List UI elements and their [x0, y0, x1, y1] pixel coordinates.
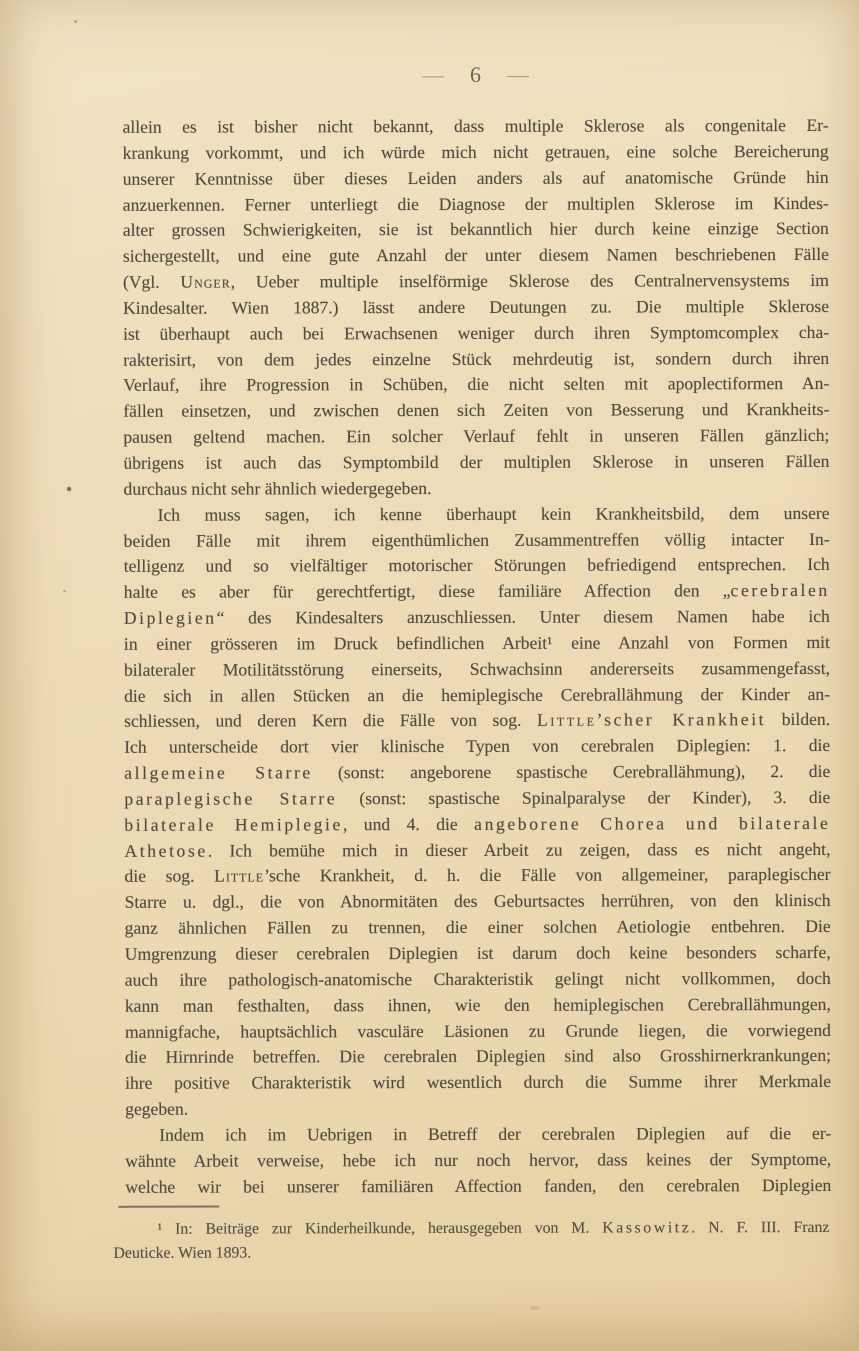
footnote — [113, 1216, 829, 1265]
text-segment: die sog. — [124, 866, 215, 887]
text-line — [125, 914, 831, 942]
text-line — [124, 759, 830, 787]
text-segment: schliessen, und deren Kern die Fälle von sog. — [124, 710, 537, 732]
text-line — [124, 552, 830, 580]
text-segment: Verlauf, ihre Progression in Schüben, die nicht selten mit apoplectiformen An- — [123, 373, 830, 396]
text-line — [123, 165, 829, 193]
text-line — [125, 1121, 831, 1149]
text-segment: wähnte Arbeit verweise, hebe ich nur noch hervor, dass keines der Symptome, — [125, 1148, 832, 1171]
text-segment: “ des Kindesalters anzuschliessen. Unter diesem Namen habe ich — [216, 605, 830, 628]
paper-speck — [74, 20, 77, 23]
text-segment: Ich unterscheide dort vier klinische Typen von cerebralen Diplegien: 1. die — [124, 735, 831, 758]
text-line — [125, 888, 831, 916]
text-segment: paraplegische Starre — [124, 788, 338, 809]
text-line — [123, 320, 829, 348]
text-line — [124, 785, 830, 813]
text-segment: rakterisirt, von dem jedes einzelne Stück mehrdeutig ist, sondern durch ihren — [123, 347, 830, 370]
text-segment: ¹ In: Beiträge zur Kinderheilkunde, herausgegeben von M. — [157, 1219, 603, 1238]
text-segment: Diplegien — [123, 607, 217, 628]
text-line — [124, 526, 830, 554]
text-line — [124, 707, 830, 735]
text-segment: Athetose — [124, 840, 208, 861]
paper-speck — [67, 487, 71, 491]
text-segment: kann man festhalten, dass ihnen, wie den hemiplegischen Cerebrallähmungen, — [124, 993, 831, 1016]
text-line — [124, 862, 830, 890]
text-segment: auch ihre pathologisch-anatomische Charakteristik gelingt nicht vollkommen, doch — [124, 967, 831, 990]
paper-speck — [63, 590, 66, 592]
text-line — [125, 940, 831, 968]
text-line — [123, 139, 829, 167]
text-segment: übrigens ist auch das Symptombild der multiplen Sklerose in unseren Fällen — [123, 450, 830, 473]
text-segment: ist überhaupt auch bei Erwachsenen weniger durch ihren Symptomcomplex cha- — [123, 321, 830, 344]
footnote-line — [113, 1216, 829, 1241]
text-line — [125, 1017, 831, 1045]
text-segment: . Ich bemühe mich in dieser Arbeit zu zeigen, dass es nicht angeht, — [207, 838, 831, 861]
text-segment: Umgrenzung dieser cerebralen Diplegien ist darum doch keine besonders scharfe, — [124, 941, 831, 964]
text-segment: welche wir bei unserer familiären Affection fanden, den cerebralen Diplegien — [125, 1174, 832, 1197]
text-segment: Deuticke. Wien 1893. — [113, 1243, 252, 1262]
text-line — [123, 294, 829, 322]
text-segment: ihre positive Charakteristik wird wesentlich durch die Summe ihrer Merkmale — [125, 1071, 832, 1094]
text-line — [125, 1173, 831, 1201]
text-segment: mannigfache, hauptsächlich vasculäre Läsionen zu Grunde liegen, die vorwiegend — [124, 1019, 831, 1042]
text-line — [123, 371, 829, 399]
text-segment: , Ueber multiple inselförmige Sklerose des Centralnervensystems im — [230, 270, 829, 292]
text-segment: (sonst: spastische Spinalparalyse der Kinder), 3. die — [337, 786, 831, 809]
text-segment: die sich in allen Stücken an die hemiplegische Cerebrallähmung der Kinder an- — [124, 683, 831, 706]
header-dash-right: — — [506, 61, 529, 87]
text-segment: . N. F. III. Franz — [691, 1218, 830, 1237]
text-line — [124, 682, 830, 710]
header-dash-left: — — [421, 61, 444, 88]
text-line — [125, 1095, 831, 1123]
text-line — [124, 733, 830, 761]
text-line — [124, 578, 830, 606]
text-segment: in einer grösseren im Druck befindlichen Arbeit¹ eine Anzahl von Formen mit — [123, 631, 830, 654]
text-line — [123, 242, 829, 270]
text-segment: Kindesalter. Wien 1887.) lässt andere Deutungen zu. Die multiple Sklerose — [123, 295, 830, 318]
text-segment: bilaterale Hemiplegie — [124, 814, 343, 835]
text-segment: Little — [536, 709, 597, 731]
page-body — [123, 113, 832, 1200]
text-segment: (sonst: angeborene spastische Cerebrallähmung), 2. die — [312, 761, 831, 783]
text-line — [124, 630, 830, 658]
text-segment: unserer Kenntnisse über dieses Leiden anders als auf anatomische Gründe hin — [122, 166, 829, 189]
text-line — [123, 113, 829, 141]
text-segment: krankung vorkommt, und ich würde mich nicht getrauen, eine solche Bereicherung — [122, 140, 829, 163]
text-line — [123, 475, 829, 503]
footnote-separator — [118, 1206, 219, 1208]
text-line — [123, 346, 829, 374]
text-line — [125, 1069, 831, 1097]
text-segment: durchaus nicht sehr ähnlich wiedergegeben. — [123, 477, 432, 499]
text-segment: ganz ähnlichen Fällen zu trennen, die einer solchen Aetiologie entbehren. Die — [124, 916, 831, 938]
text-line — [123, 449, 829, 477]
text-segment: Little — [214, 865, 265, 887]
text-segment: pausen geltend machen. Ein solcher Verlauf fehlt in unseren Fällen gänzlich; — [123, 425, 830, 447]
text-segment: ’scher Krankheit — [596, 709, 767, 730]
text-segment: , und 4. die — [342, 813, 475, 835]
text-line — [125, 992, 831, 1020]
text-line — [125, 1147, 831, 1175]
text-segment: fällen einsetzen, und zwischen denen sich Zeiten von Besserung und Krankheits- — [123, 399, 830, 422]
text-segment: Indem ich im Uebrigen in Betreff der cerebralen Diplegien auf die er- — [159, 1122, 832, 1145]
page-header — [122, 61, 828, 89]
text-segment: Kassowitz — [602, 1219, 692, 1237]
text-line — [123, 216, 829, 244]
text-line — [123, 397, 829, 425]
text-line — [124, 811, 830, 839]
text-segment: (Vgl. — [122, 271, 181, 292]
text-segment: bilden. — [766, 709, 831, 730]
text-segment: telligenz und so vielfältiger motorischer Störungen befriedigend entsprechen. Ich — [123, 554, 830, 577]
text-segment: halte es aber für gerechtfertigt, diese familiäre Affection den „ — [123, 580, 731, 602]
text-segment: Ich muss sagen, ich kenne überhaupt kein Krankheitsbild, dem unsere — [157, 502, 830, 525]
text-line — [124, 656, 830, 684]
text-line — [123, 268, 829, 296]
text-segment: Starre u. dgl., die von Abnormitäten des Geburtsactes herrühren, von den klinisch — [124, 890, 831, 913]
text-segment: angeborene Chorea und bilaterale — [474, 812, 831, 834]
text-line — [124, 837, 830, 865]
text-segment: beiden Fälle mit ihrem eigenthümlichen Zusammentreffen völlig intacter In- — [123, 528, 830, 551]
page-number: 6 — [469, 61, 481, 87]
text-segment: alter grossen Schwierigkeiten, sie ist bekanntlich hier durch keine einzige Section — [122, 218, 829, 241]
text-segment: cerebralen — [730, 580, 830, 601]
text-line — [125, 1043, 831, 1071]
text-segment: die Hirnrinde betreffen. Die cerebralen Diplegien sind also Grosshirnerkrankungen; — [124, 1045, 832, 1068]
text-segment: gegeben. — [125, 1098, 189, 1119]
text-line — [124, 604, 830, 632]
text-line — [124, 501, 830, 529]
text-segment: ’sche Krankheit, d. h. die Fälle von allgemeiner, paraplegischer — [264, 864, 831, 886]
text-segment: sichergestellt, und eine gute Anzahl der unter diesem Namen beschriebenen Fälle — [122, 244, 829, 267]
text-segment: allgemeine Starre — [124, 762, 313, 783]
text-segment: bilateraler Motilitätsstörung einerseits, Schwachsinn andererseits zusammengefasst, — [123, 657, 831, 680]
text-segment: anzuerkennen. Ferner unterliegt die Diagnose der multiplen Sklerose im Kindes- — [122, 192, 829, 215]
text-line — [123, 423, 829, 451]
text-line — [125, 966, 831, 994]
footnote-line — [113, 1239, 829, 1264]
paper-smudge — [530, 1306, 540, 1310]
text-segment: Unger — [180, 271, 231, 292]
text-segment: allein es ist bisher nicht bekannt, dass multiple Sklerose als congenitale Er- — [122, 114, 829, 137]
text-line — [123, 190, 829, 218]
